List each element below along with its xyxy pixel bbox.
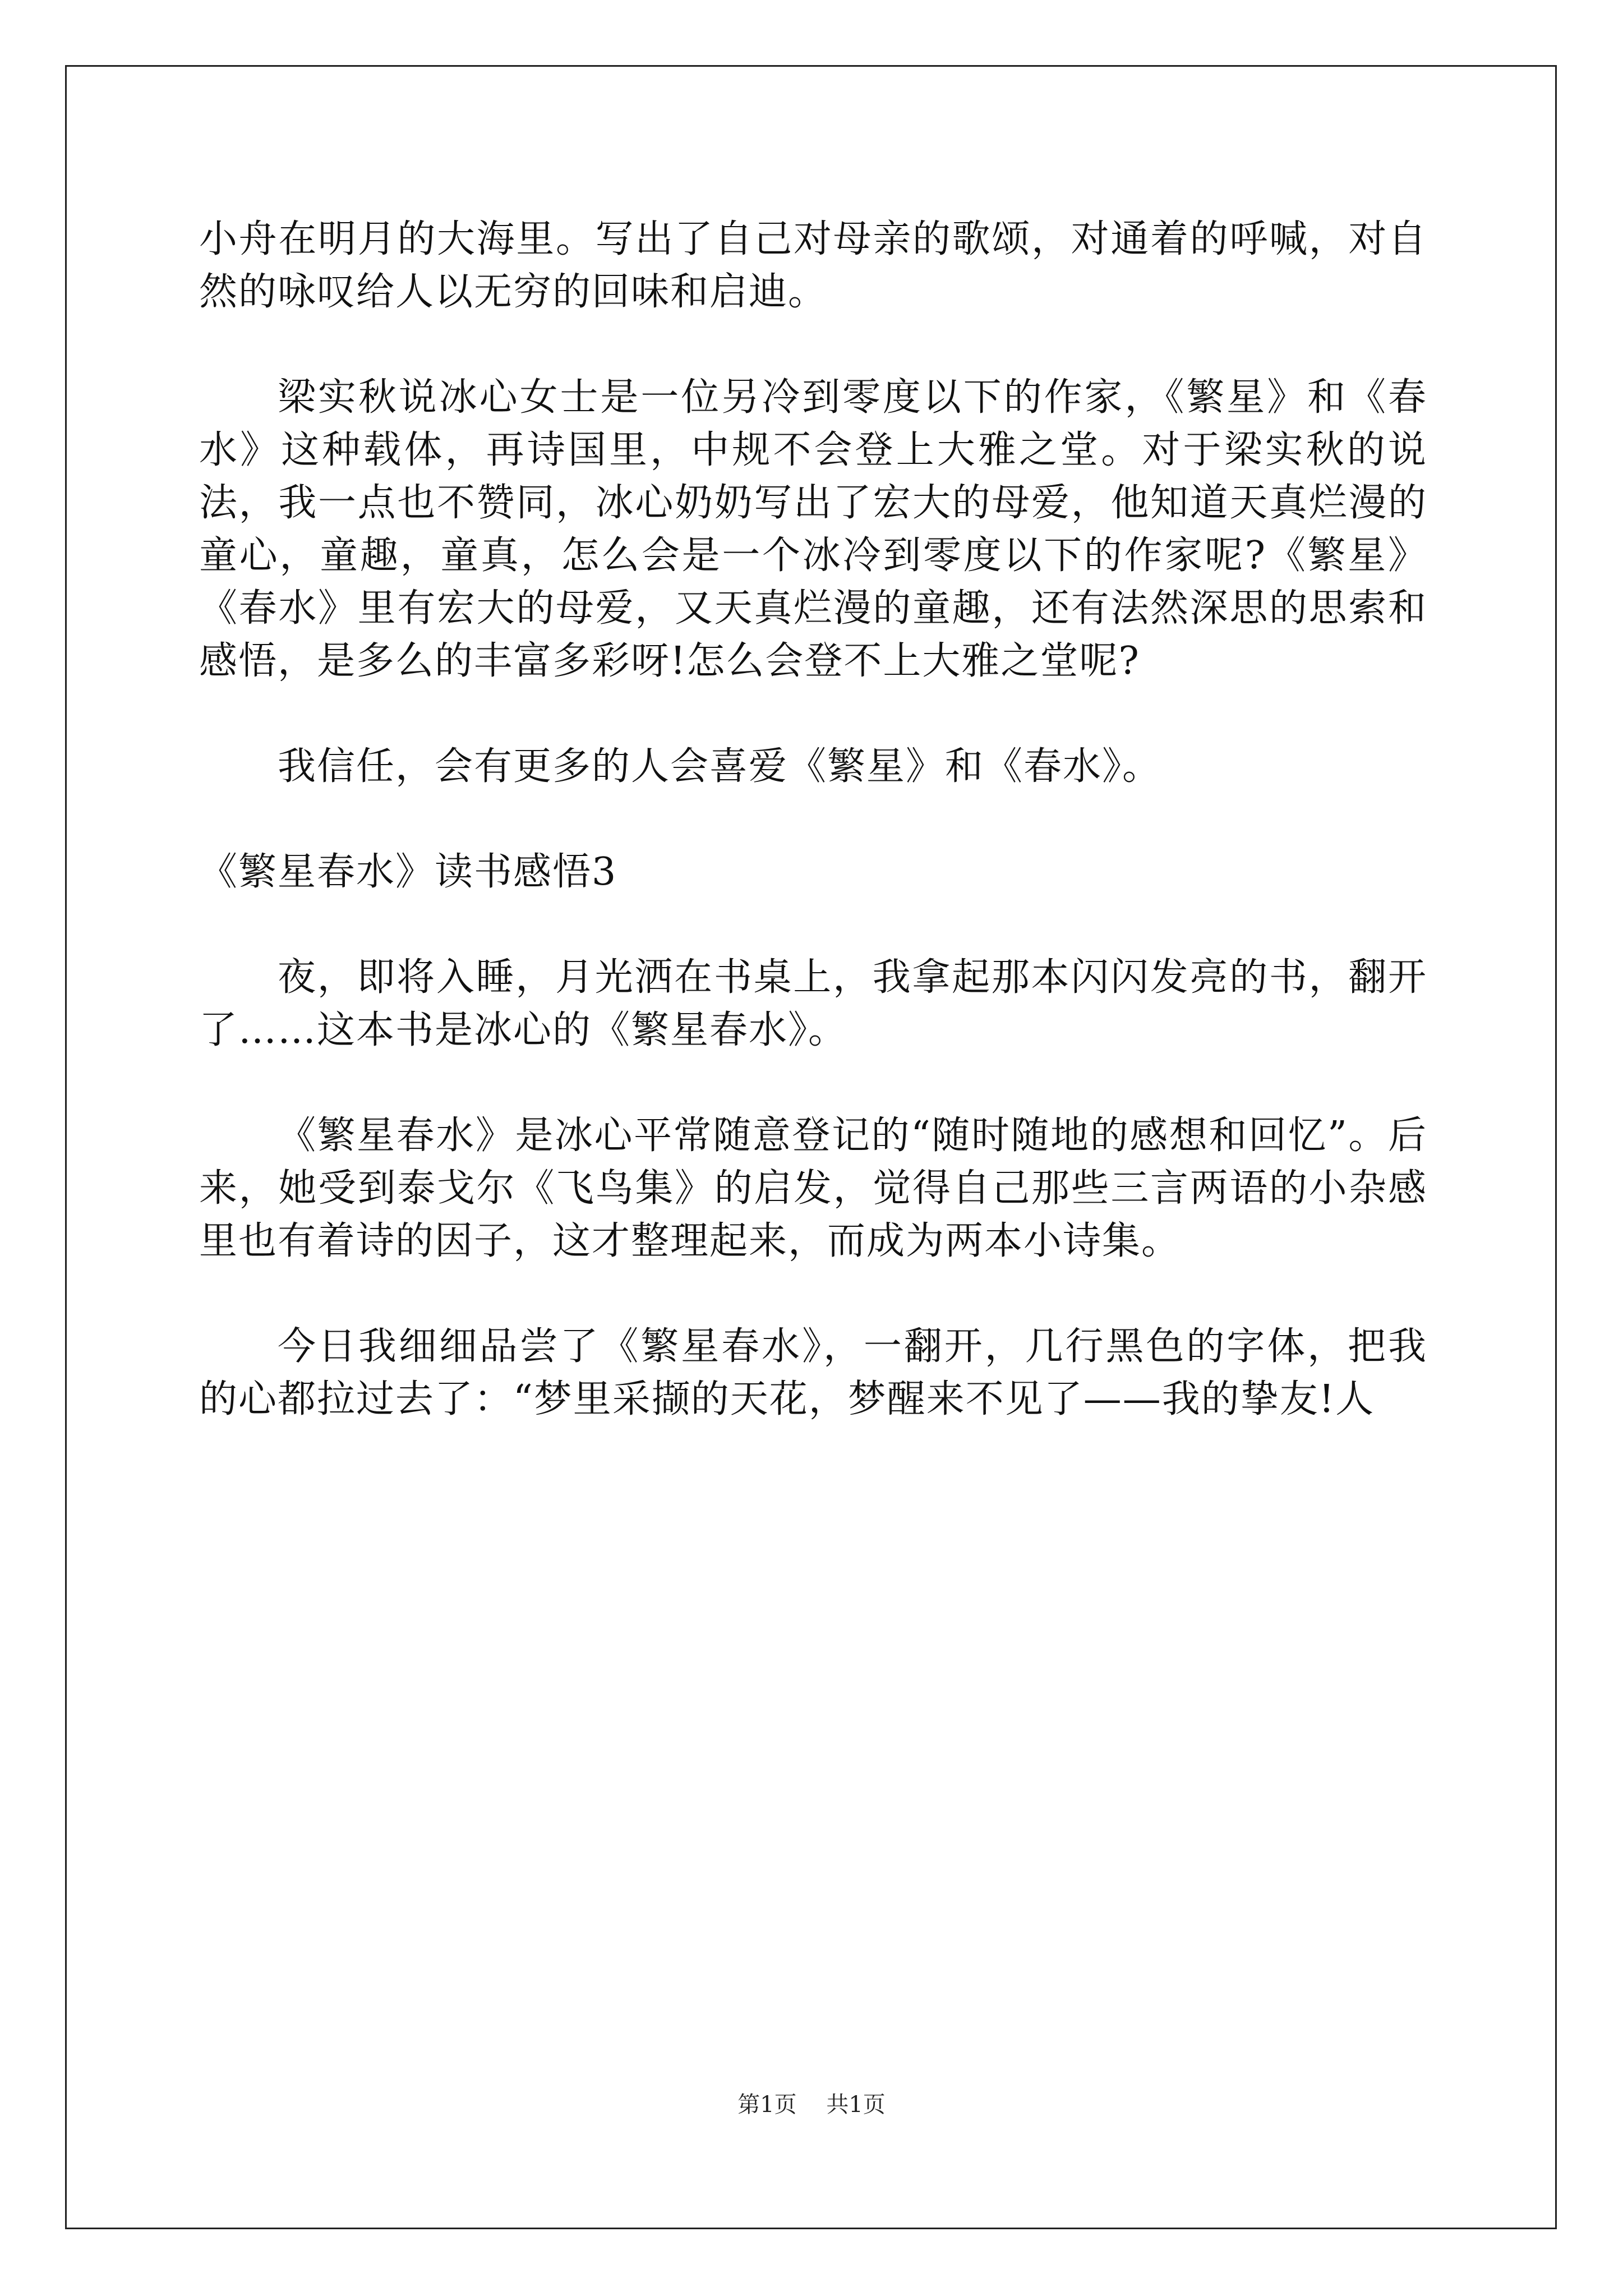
page-total: 共1页 (826, 2092, 886, 2118)
paragraph-6: 今日我细细品尝了《繁星春水》，一翻开，几行黑色的字体，把我的心都拉过去了：“梦里采撷的天花，梦醒来不见了——我的挚友!人 (199, 1324, 1427, 1421)
page-footer (0, 2087, 1623, 2119)
paragraph-1: 小舟在明月的大海里。写出了自己对母亲的歌颂，对通着的呼喊，对自然的咏叹给人以无穷的回味和启迪。 (199, 217, 1427, 314)
paragraph-4: 夜，即将入睡，月光洒在书桌上，我拿起那本闪闪发亮的书，翻开了……这本书是冰心的《繁星春水》。 (199, 955, 1427, 1052)
paragraph-3: 我信任，会有更多的人会喜爱《繁星》和《春水》。 (278, 744, 1162, 789)
document-body (199, 213, 1427, 1479)
page-number: 第1页 (737, 2092, 797, 2118)
paragraph-2: 梁实秋说冰心女士是一位另冷到零度以下的作家，《繁星》和《春水》这种载体，再诗国里，中规不会登上大雅之堂。对于梁实秋的说法，我一点也不赞同，冰心奶奶写出了宏大的母爱，他知道天真烂漫的童心，童趣，童真，怎么会是一个冰冷到零度以下的作家呢?《繁星》《春水》里有宏大的母爱，又天真烂漫的童趣，还有法然深思的思索和感悟，是多么的丰富多彩呀!怎么会登不上大雅之堂呢? (199, 375, 1427, 683)
section-heading: 《繁星春水》读书感悟3 (199, 850, 617, 894)
paragraph-5: 《繁星春水》是冰心平常随意登记的“随时随地的感想和回忆”。后来，她受到泰戈尔《飞鸟集》的启发，觉得自己那些三言两语的小杂感里也有着诗的因子，这才整理起来，而成为两本小诗集。 (199, 1114, 1427, 1263)
